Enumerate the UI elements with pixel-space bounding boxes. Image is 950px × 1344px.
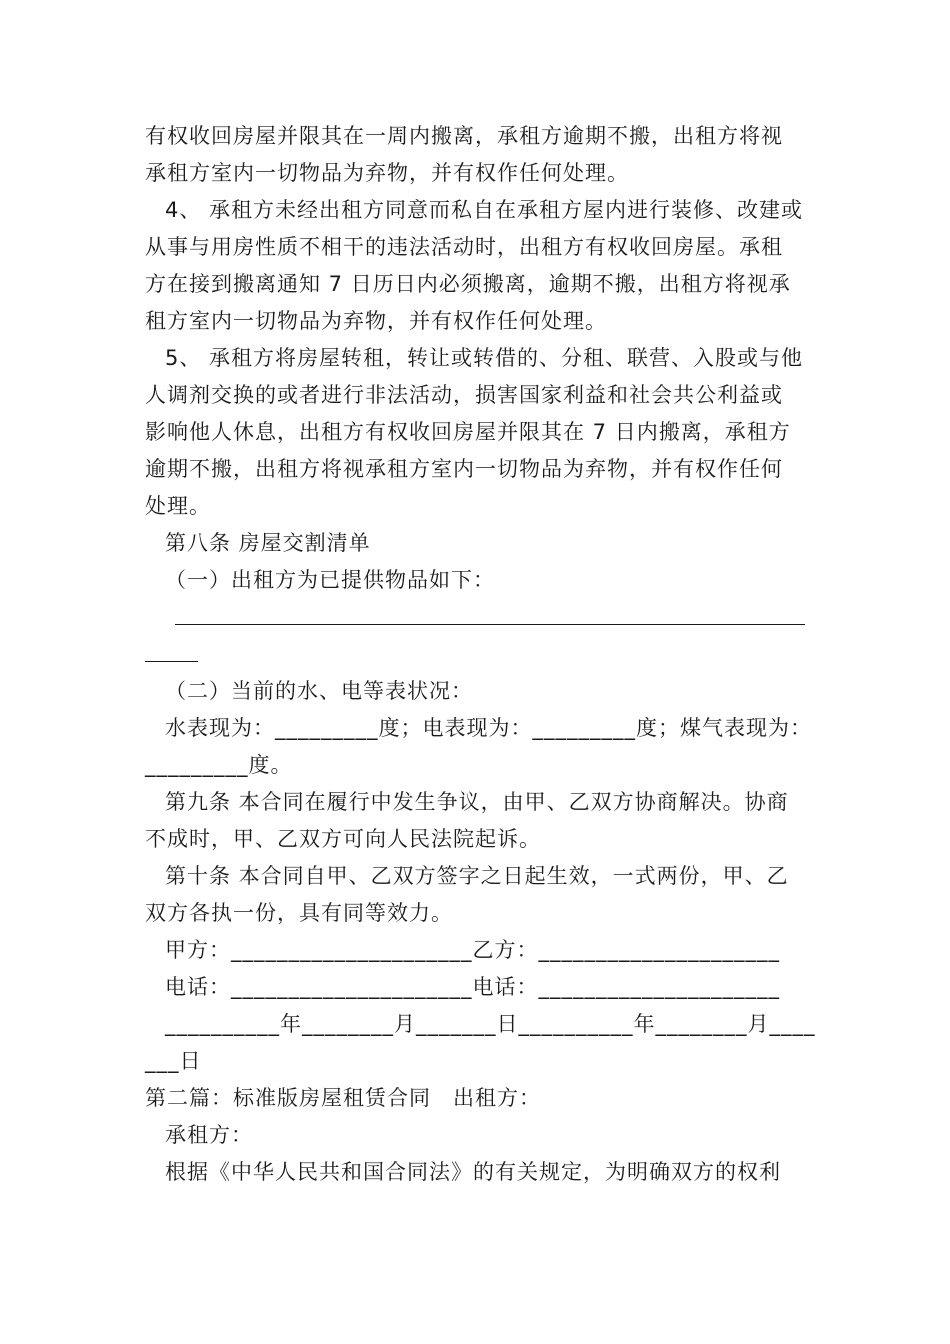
- lessee-label: 承租方：: [165, 1123, 253, 1147]
- section-2-heading: （二）当前的水、电等表状况：: [165, 679, 473, 703]
- clause-4-line: 4、 承租方未经出租方同意而私自在承租方屋内进行装修、改建或: [165, 198, 804, 222]
- date-line: __________年________月_______日__________年________月____: [165, 1012, 816, 1036]
- fill-in-line: [175, 624, 805, 625]
- text-line: 处理。: [145, 494, 211, 518]
- text-line: 租方室内一切物品为弃物，并有权作任何处理。: [145, 309, 607, 333]
- fill-in-line: [145, 661, 198, 662]
- chapter-2-heading: 第二篇：标准版房屋租赁合同 出租方：: [145, 1086, 541, 1110]
- meter-readings-line: 水表现为：_________度；电表现为：_________度；煤气表现为：: [165, 716, 812, 740]
- date-line: ___日: [145, 1049, 202, 1073]
- text-line: 根据《中华人民共和国合同法》的有关规定，为明确双方的权利: [165, 1160, 781, 1184]
- party-signature-line: 甲方：_____________________乙方：_____________________: [165, 938, 780, 962]
- text-line: 承租方室内一切物品为弃物，并有权作任何处理。: [145, 161, 629, 185]
- text-line: 双方各执一份，具有同等效力。: [145, 901, 453, 925]
- article-9-line: 第九条 本合同在履行中发生争议，由甲、乙双方协商解决。协商: [165, 790, 789, 814]
- meter-readings-line: _________度。: [145, 753, 293, 777]
- article-8-heading: 第八条 房屋交割清单: [165, 531, 371, 555]
- section-1-heading: （一）出租方为已提供物品如下：: [165, 568, 495, 592]
- article-10-line: 第十条 本合同自甲、乙双方签字之日起生效，一式两份，甲、乙: [165, 864, 789, 888]
- clause-5-line: 5、 承租方将房屋转租，转让或转借的、分租、联营、入股或与他: [165, 346, 804, 370]
- text-line: 有权收回房屋并限其在一周内搬离，承租方逾期不搬，出租方将视: [145, 124, 783, 148]
- phone-line: 电话：_____________________电话：_____________________: [165, 975, 780, 999]
- text-line: 从事与用房性质不相干的违法活动时，出租方有权收回房屋。承租: [145, 235, 783, 259]
- text-line: 逾期不搬，出租方将视承租方室内一切物品为弃物，并有权作任何: [145, 457, 783, 481]
- text-line: 影响他人休息，出租方有权收回房屋并限其在 7 日内搬离，承租方: [145, 420, 791, 444]
- text-line: 人调剂交换的或者进行非法活动，损害国家利益和社会共公利益或: [145, 383, 783, 407]
- text-line: 不成时，甲、乙双方可向人民法院起诉。: [145, 827, 541, 851]
- text-line: 方在接到搬离通知 7 日历日内必须搬离，逾期不搬，出租方将视承: [145, 272, 791, 296]
